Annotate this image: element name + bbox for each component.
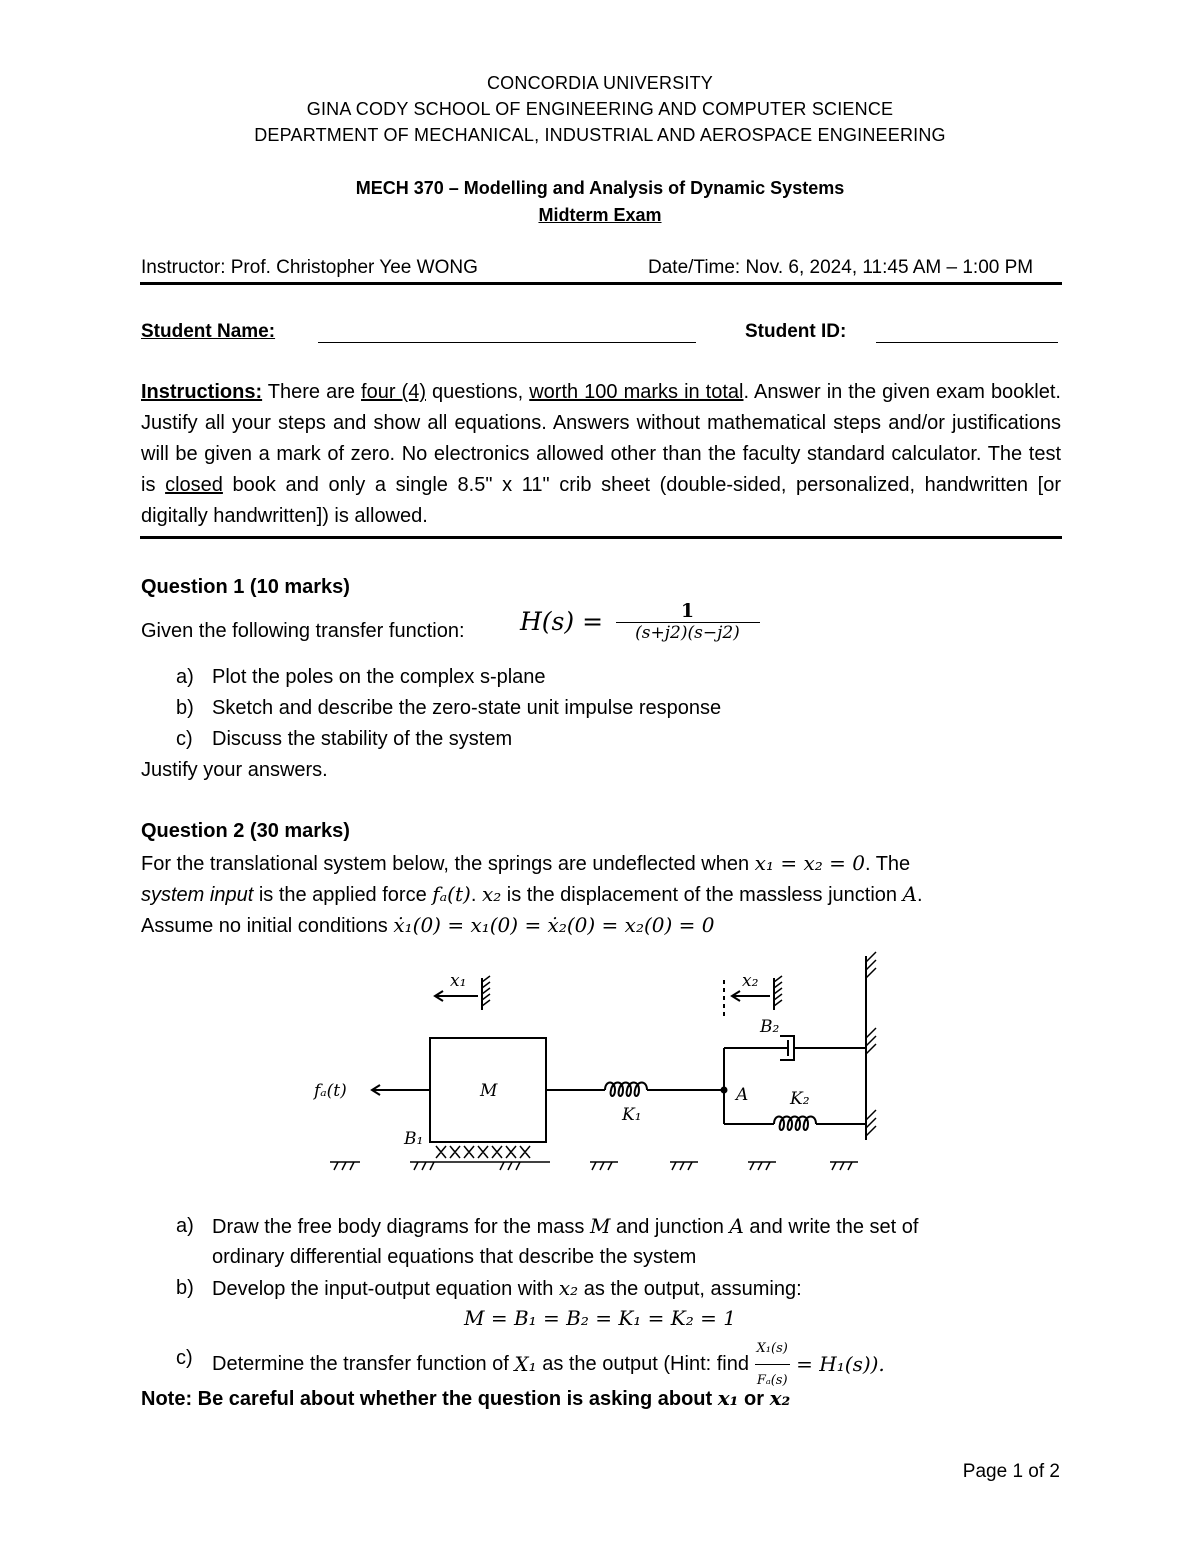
university-name: CONCORDIA UNIVERSITY (486, 73, 714, 93)
header-rule (140, 282, 1062, 285)
student-name-label: Student Name: (141, 321, 276, 342)
instructions-text: book and only a single 8.5" x 11" crib sheet (double-sided, personalized, handwritten [or digitally handwritten]) is allowed. (141, 474, 1062, 527)
q2-math: M (589, 1214, 611, 1238)
q2-math: x₁ = x₂ = 0 (754, 851, 865, 875)
q2-note-text: Note: Be careful about whether the question is asking about (141, 1388, 718, 1410)
ground-hatch (330, 1162, 858, 1170)
student-id-label: Student ID: (745, 321, 847, 342)
q1-item-text: Plot the poles on the complex s-plane (212, 666, 546, 688)
course-title: MECH 370 – Modelling and Analysis of Dynamic Systems (355, 178, 845, 198)
q2-hint-denominator: Fₐ(s) (756, 1373, 788, 1388)
q1-tf-denominator: (s+j2)(s−j2) (635, 623, 740, 643)
q2-text: . The (864, 853, 911, 875)
department-name: DEPARTMENT OF MECHANICAL, INDUSTRIAL AND AEROSPACE ENGINEERING (254, 125, 946, 145)
q2-item-c-text: Determine the transfer function of (212, 1353, 515, 1375)
q2-title: Question 2 (30 marks) (141, 820, 350, 842)
q2-text: is the displacement of the massless junction (501, 884, 903, 906)
q2-math: x₂ (481, 882, 502, 906)
q2-item-b-label: b) (176, 1277, 194, 1299)
q2-math: x₁ (717, 1386, 739, 1410)
q1-intro: Given the following transfer function: (141, 620, 465, 642)
q1-item-label: b) (176, 697, 194, 719)
q2-item-b (212, 1273, 802, 1305)
q2-note-text: or (738, 1388, 770, 1410)
q2-math: fₐ(t) (432, 882, 471, 906)
q1-transfer-function (520, 600, 760, 643)
q1-item-label: c) (176, 728, 193, 750)
x2-hatch (774, 976, 782, 1006)
exam-datetime: Date/Time: Nov. 6, 2024, 11:45 AM – 1:00 PM (648, 257, 1034, 278)
spring-k2 (774, 1117, 816, 1131)
instructions-closed: closed (165, 474, 223, 496)
q2-item-b-text: Develop the input-output equation with (212, 1278, 559, 1300)
spring-k1 (605, 1083, 647, 1097)
q1-item-text: Discuss the stability of the system (212, 728, 513, 750)
q2-hint-numerator: X₁(s) (755, 1333, 790, 1365)
exam-title: Midterm Exam (538, 205, 662, 225)
q2-math: A (902, 882, 918, 906)
q2-item-a-text: and write the set of (743, 1216, 919, 1238)
q2-math: A (729, 1214, 744, 1238)
q1-item-label: a) (176, 666, 194, 688)
label-b1: B₁ (404, 1129, 424, 1149)
instructions-marks: worth 100 marks in total (529, 381, 744, 403)
q2-text: is the applied force (253, 884, 433, 906)
instructions-count: four (4) (361, 381, 426, 403)
q2-item-a-text-line2: ordinary differential equations that describe the system (212, 1246, 697, 1268)
q2-item-b-text: as the output, assuming: (578, 1278, 802, 1300)
label-x2: x₂ (742, 971, 759, 991)
q2-text: . (917, 884, 923, 906)
q2-text: For the translational system below, the springs are undeflected when (141, 853, 755, 875)
right-wall-hatch (866, 952, 876, 1136)
damper-b1 (436, 1146, 530, 1158)
q2-item-c-text: = H₁(s)). (789, 1352, 885, 1376)
q2-paragraph-line1 (141, 848, 910, 880)
q2-math: x₂ (558, 1276, 579, 1300)
instructor: Instructor: Prof. Christopher Yee WONG (141, 257, 478, 278)
q2-math: ẋ₁(0) = x₁(0) = ẋ₂(0) = x₂(0) = 0 (393, 913, 715, 937)
q2-item-c-label: c) (176, 1347, 193, 1369)
q2-parameter-equation: M = B₁ = B₂ = K₁ = K₂ = 1 (464, 1306, 736, 1330)
student-name-line (318, 342, 696, 343)
q2-text: Assume no initial conditions (141, 915, 394, 937)
instructions (141, 377, 1061, 532)
school-name: GINA CODY SCHOOL OF ENGINEERING AND COMPUTER SCIENCE (306, 99, 894, 119)
instructions-rule (140, 536, 1062, 539)
instructions-text: . Answer in the given exam booklet. Justify all your steps and show all equations. Answers without mathematical steps and/or justifications will be given a mark of zero. No electronics allowed other than the faculty standard calculator. The test is (141, 381, 1061, 496)
label-mass: M (480, 1081, 498, 1101)
student-id-line (876, 342, 1058, 343)
q2-item-a-label: a) (176, 1215, 194, 1237)
q2-text: . (470, 884, 482, 906)
label-k1: K₁ (622, 1105, 642, 1125)
q2-item-a-text: and junction (610, 1216, 730, 1238)
q1-closing: Justify your answers. (141, 759, 328, 781)
q2-system-input: system input (141, 884, 254, 906)
q2-paragraph-line3 (141, 910, 714, 942)
mechanical-system-diagram (300, 940, 900, 1180)
label-b2: B₂ (760, 1017, 780, 1037)
q2-item-c-text: as the output (Hint: find (536, 1353, 755, 1375)
x1-hatch (482, 976, 490, 1006)
q2-item-a (212, 1211, 918, 1243)
q2-math: X₁ (514, 1352, 537, 1376)
q2-paragraph-line2 (141, 879, 923, 911)
label-force: fₐ(t) (314, 1081, 347, 1101)
q1-tf-lhs: H(s) = (520, 607, 604, 636)
q2-item-a-text: Draw the free body diagrams for the mass (212, 1216, 590, 1238)
instructions-text: There are (262, 381, 362, 403)
label-k2: K₂ (790, 1089, 810, 1109)
instructions-label: Instructions: (141, 381, 263, 403)
instructions-text: questions, (425, 381, 530, 403)
label-x1: x₁ (450, 971, 467, 991)
page-number: Page 1 of 2 (962, 1461, 1060, 1482)
q1-title: Question 1 (10 marks) (141, 576, 350, 598)
q2-math: x₂ (769, 1386, 791, 1410)
q1-tf-numerator: 1 (616, 600, 760, 623)
label-junction-a: A (736, 1085, 749, 1105)
q2-note (141, 1383, 790, 1415)
q1-item-text: Sketch and describe the zero-state unit impulse response (212, 697, 722, 719)
